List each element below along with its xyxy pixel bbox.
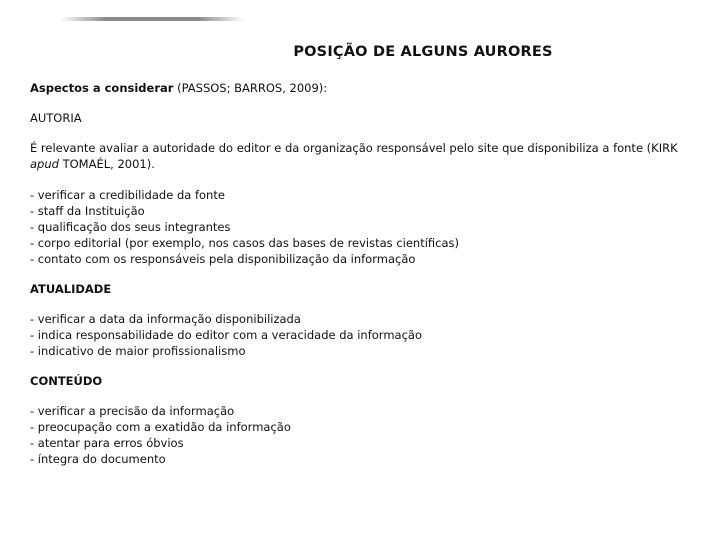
autoria-list: [30, 187, 700, 267]
slide-title: POSIÇÃO DE ALGUNS AURORES: [293, 44, 553, 60]
intro-line: [30, 80, 700, 96]
autoria-paragraph-citation: TOMAÉL, 2001).: [58, 157, 155, 171]
list-item: - corpo editorial (por exemplo, nos casos das bases de revistas científicas): [30, 236, 459, 250]
section-heading-conteudo: CONTEÚDO: [30, 374, 103, 388]
list-item: - verificar a precisão da informação: [30, 404, 235, 418]
list-item: - preocupação com a exatidão da informação: [30, 420, 291, 434]
decorative-top-rule: [60, 17, 244, 21]
section-heading-atualidade: ATUALIDADE: [30, 282, 112, 296]
intro-label: Aspectos a considerar: [30, 81, 174, 95]
section-heading-autoria: AUTORIA: [30, 111, 82, 125]
list-item: - atentar para erros óbvios: [30, 436, 184, 450]
conteudo-list: [30, 403, 700, 467]
slide-body: [30, 80, 700, 467]
list-item: - indica responsabilidade do editor com a veracidade da informação: [30, 328, 422, 342]
list-item: - indicativo de maior profissionalismo: [30, 344, 246, 358]
autoria-paragraph: [30, 140, 700, 172]
list-item: - qualificação dos seus integrantes: [30, 220, 231, 234]
intro-citation: (PASSOS; BARROS, 2009):: [173, 81, 328, 95]
atualidade-list: [30, 311, 700, 359]
list-item: - íntegra do documento: [30, 452, 166, 466]
list-item: - verificar a credibilidade da fonte: [30, 188, 225, 202]
autoria-paragraph-italic: apud: [30, 157, 59, 171]
autoria-paragraph-text: É relevante avaliar a autoridade do editor e da organização responsável pelo site que disponibiliza a fonte (KIRK: [30, 141, 678, 155]
list-item: - contato com os responsáveis pela disponibilização da informação: [30, 252, 416, 266]
list-item: - verificar a data da informação disponibilizada: [30, 312, 301, 326]
list-item: - staff da Instituição: [30, 204, 145, 218]
